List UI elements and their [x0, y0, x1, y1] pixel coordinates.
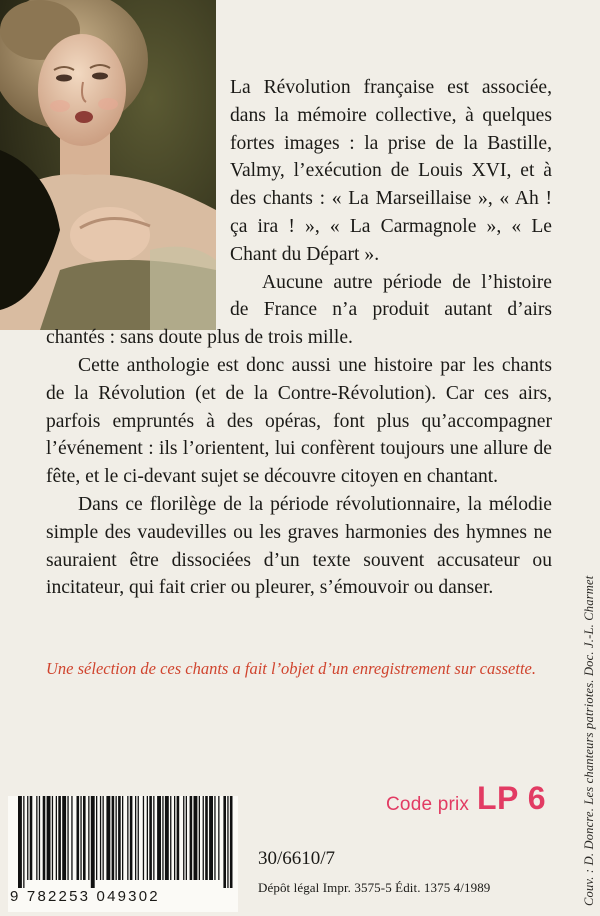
barcode-bar	[39, 796, 40, 880]
barcode-bar	[30, 796, 33, 880]
image-wrap-spacer	[46, 74, 230, 324]
barcode-bar	[122, 796, 123, 880]
barcode-bar	[62, 796, 66, 880]
barcode-bar	[214, 796, 215, 880]
cassette-note: Une sélection de ces chants a fait l’objet d’un enregistrement sur cassette.	[46, 659, 536, 678]
barcode-bar	[36, 796, 37, 880]
reference-number: 30/6610/7	[258, 848, 336, 869]
barcode-bar	[96, 796, 97, 880]
price-code-value: LP 6	[477, 780, 546, 816]
barcode-bar	[153, 796, 154, 880]
barcode-bar	[91, 796, 95, 888]
barcode-bar	[67, 796, 68, 880]
barcode-bar	[100, 796, 101, 880]
barcode-bar	[116, 796, 117, 880]
barcode-bar	[203, 796, 204, 880]
barcode-bar	[112, 796, 115, 880]
barcode-bar	[223, 796, 226, 888]
barcode-digits: 9 782253 049302	[10, 888, 160, 905]
barcode-bar	[162, 796, 163, 880]
barcode-bar	[177, 796, 180, 880]
legal-deposit: Dépôt légal Impr. 3575-5 Édit. 1375 4/1989	[258, 880, 491, 895]
paragraph-intro: La Révolution française est associée, dans la mémoire collective, à quelques fortes images : la prise de la Bastille, Valmy, l’exécution de Louis XVI, et à des chants : « La Marseillaise », « Ah ! ça ira ! », « La Carmagnole », « Le Chant du Départ ».	[230, 77, 552, 265]
barcode-bar	[106, 796, 110, 880]
barcode-bar	[183, 796, 184, 880]
barcode-bar	[43, 796, 46, 880]
barcode-bar	[165, 796, 169, 880]
barcode-bar	[18, 796, 22, 888]
barcode-bar	[205, 796, 208, 880]
barcode-bar	[71, 796, 72, 880]
barcode-bar	[149, 796, 152, 880]
barcode-bar	[174, 796, 175, 880]
barcode-bar	[103, 796, 104, 880]
barcode-bar	[186, 796, 187, 880]
blurb-text	[46, 74, 552, 602]
paragraph-history: Aucune autre période de l’histoire de France n’a produit autant d’airs chantés : sans doute plus de trois mille.	[46, 271, 552, 349]
barcode-bar	[130, 796, 133, 880]
barcode-bar	[47, 796, 51, 880]
barcode-bar	[80, 796, 81, 880]
paragraph-florilege: Dans ce florilège de la période révolutionnaire, la mélodie simple des vaudevilles ou les graves harmonies des hymnes ne sauraient être dissociées d’un texte souvent accusateur ou incitateur, qui fait crier ou pleurer, s’émouvoir ou danser.	[46, 493, 552, 599]
barcode-bar	[135, 796, 136, 880]
barcode-bar	[23, 796, 24, 888]
barcode-bar	[58, 796, 61, 880]
paragraph-anthology: Cette anthologie est donc aussi une histoire par les chants de la Révolution (et de la Contre-Révolution). Car ces airs, parfois empruntés à des opéras, font plus qu’accompagner l’événement : ils l’orientent, lui confèrent toujours une allure de fête, et le ci-devant sujet se découvre citoyen en chantant.	[46, 354, 552, 488]
barcode-bar	[88, 796, 89, 880]
barcode-bar	[170, 796, 171, 880]
barcode-bar	[77, 796, 80, 880]
barcode-bar	[147, 796, 148, 880]
barcode-bar	[83, 796, 86, 880]
barcode-bar	[227, 796, 228, 888]
barcode-bar	[218, 796, 219, 880]
barcode-bar	[56, 796, 57, 880]
cover-credits: Couv. : D. Doncre. Les chanteurs patriotes. Doc. J.-L. Charmet	[582, 575, 596, 906]
barcode-bar	[52, 796, 53, 880]
barcode-bar	[230, 796, 233, 888]
barcode-bar	[127, 796, 128, 880]
barcode-bar	[209, 796, 213, 880]
barcode-bar	[118, 796, 121, 880]
barcode-bar	[143, 796, 144, 880]
barcode-bars	[8, 796, 238, 888]
barcode-bar	[27, 796, 28, 880]
barcode-bar	[190, 796, 193, 880]
barcode-bar	[138, 796, 139, 880]
price-code-label: Code prix	[386, 794, 470, 815]
barcode-bar	[157, 796, 161, 880]
barcode-bar	[194, 796, 198, 880]
barcode-bar	[199, 796, 200, 880]
